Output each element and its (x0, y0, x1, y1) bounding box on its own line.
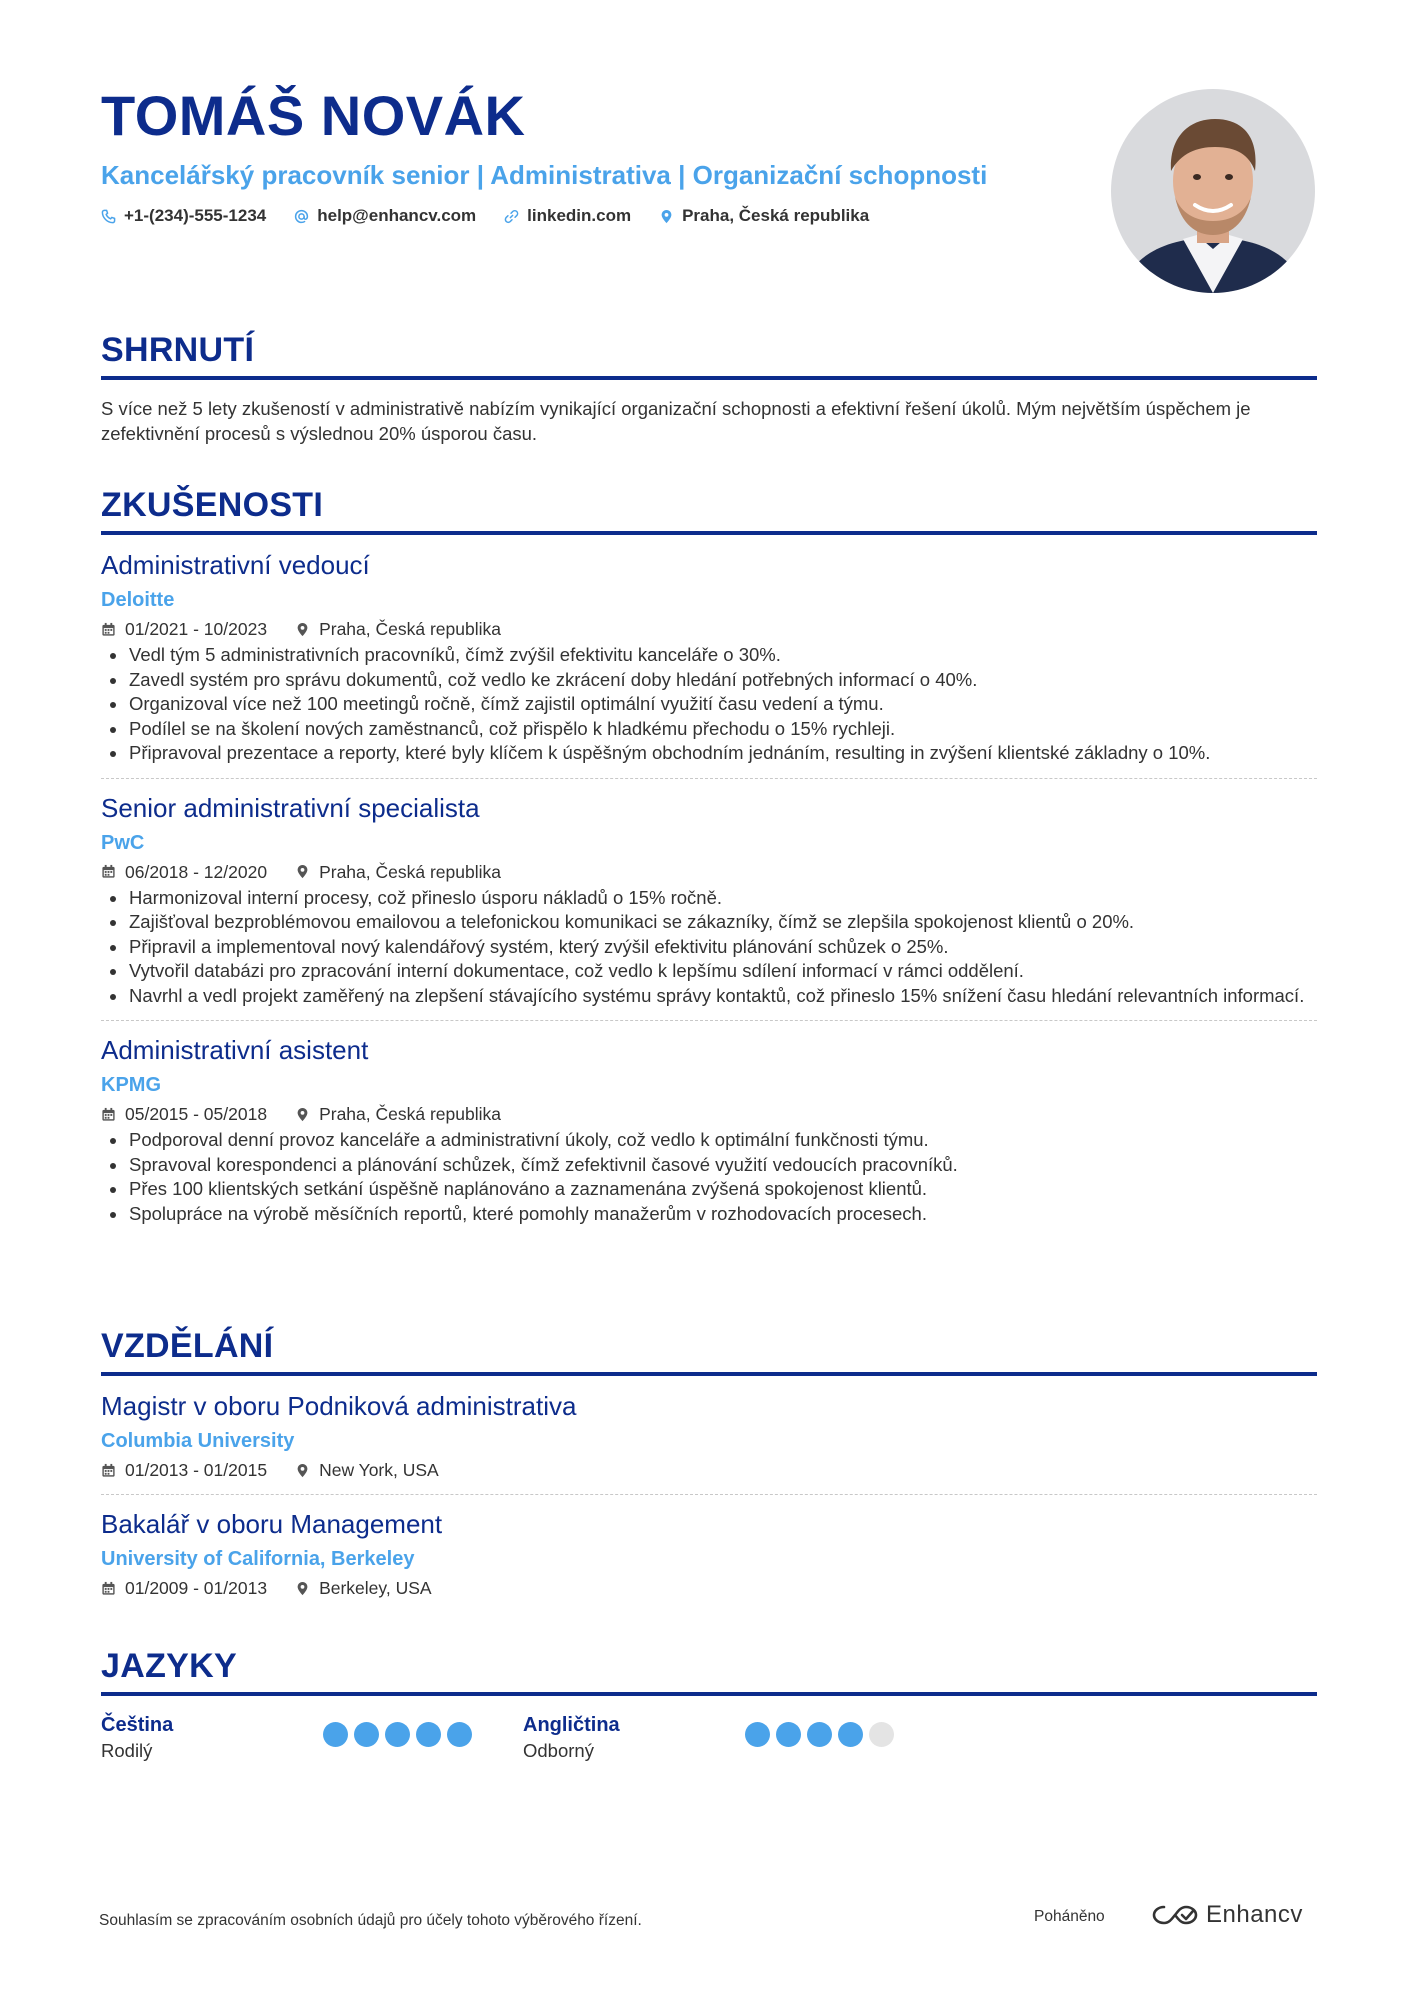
education-entry (101, 1508, 1317, 1600)
job-bullets (101, 1128, 1317, 1226)
languages-title: JAZYKY (101, 1647, 237, 1685)
rating-dot (776, 1722, 801, 1747)
experience-section (101, 485, 1317, 1226)
contact-location (659, 204, 869, 228)
job-bullets (101, 886, 1317, 1009)
at-icon (294, 209, 309, 224)
rating-dot (416, 1722, 441, 1747)
job-meta (101, 860, 1317, 884)
languages-section (101, 1646, 1317, 1763)
contact-phone[interactable] (101, 204, 266, 228)
company-name: KPMG (101, 1074, 161, 1096)
education-section (101, 1326, 1317, 1600)
consent-text: Souhlasím se zpracováním osobních údajů pro účely tohoto výběrového řízení. (99, 1912, 642, 1929)
experience-entry (101, 549, 1317, 779)
contact-linkedin[interactable] (504, 204, 631, 228)
list-item: Vedl tým 5 administrativních pracovníků, čímž zvýšil efektivitu kanceláře o 30%. (101, 643, 1317, 668)
calendar-icon (101, 1581, 116, 1596)
degree-title: Magistr v oboru Podniková administrativa (101, 1391, 577, 1421)
map-pin-icon (295, 1463, 310, 1478)
language-rating (745, 1722, 894, 1747)
list-item: Přes 100 klientských setkání úspěšně naplánováno a zaznamenána zvýšená spokojenost klientů. (101, 1177, 1317, 1202)
summary-text: S více než 5 lety zkušeností v administrativě nabízím vynikající organizační schopnosti a efektivní řešení úkolů. Mým největším úspěchem je zefektivnění procesů s výslednou 20% úsporou času. (101, 398, 1251, 444)
calendar-icon (101, 622, 116, 637)
calendar-icon (101, 864, 116, 879)
list-item: Připravoval prezentace a reporty, které byly klíčem k úspěšným obchodním jednáním, resulting in zvýšení klientské základny o 10%. (101, 741, 1317, 766)
language-list (101, 1712, 1317, 1763)
list-item: Zajišťoval bezproblémovou emailovou a telefonickou komunikaci se zákazníky, čímž se zlepšila spokojenost klientů o 20%. (101, 910, 1317, 935)
education-meta (101, 1458, 1317, 1482)
school-name: Columbia University (101, 1430, 295, 1452)
phone-text: +1-(234)-555-1234 (124, 206, 267, 225)
language-name: Angličtina (523, 1714, 620, 1736)
enhancv-logo-icon (1152, 1903, 1198, 1927)
education-location: New York, USA (295, 1458, 439, 1482)
map-pin-icon (659, 209, 674, 224)
candidate-headline: Kancelářský pracovník senior | Administrativa | Organizační schopnosti (101, 160, 988, 190)
degree-title: Bakalář v oboru Management (101, 1509, 443, 1539)
candidate-name: TOMÁŠ NOVÁK (101, 84, 526, 147)
phone-icon (101, 209, 116, 224)
rating-dot (807, 1722, 832, 1747)
education-location: Berkeley, USA (295, 1576, 432, 1600)
powered-by-label: Poháněno (1034, 1908, 1105, 1925)
education-entry (101, 1390, 1317, 1495)
location-text: Praha, Česká republika (682, 206, 870, 225)
rating-dot (869, 1722, 894, 1747)
languages-rule (101, 1692, 1317, 1696)
job-location: Praha, Česká republika (295, 1102, 501, 1126)
calendar-icon (101, 1463, 116, 1478)
profile-photo (1111, 89, 1315, 293)
entry-divider (101, 1020, 1317, 1021)
linkedin-text: linkedin.com (527, 206, 632, 225)
job-dates: 05/2015 - 05/2018 (101, 1102, 267, 1126)
education-dates: 01/2009 - 01/2013 (101, 1576, 267, 1600)
list-item: Harmonizoval interní procesy, což přineslo úsporu nákladů o 15% ročně. (101, 886, 1317, 911)
resume-header (101, 82, 1111, 228)
job-dates: 06/2018 - 12/2020 (101, 860, 267, 884)
list-item: Zavedl systém pro správu dokumentů, což vedlo ke zkrácení doby hledání potřebných informací o 40%. (101, 668, 1317, 693)
education-meta (101, 1576, 1317, 1600)
language-rating (323, 1722, 472, 1747)
experience-entry (101, 1034, 1317, 1226)
experience-entry (101, 792, 1317, 1022)
map-pin-icon (295, 1107, 310, 1122)
list-item: Podporoval denní provoz kanceláře a administrativní úkoly, což vedlo k optimální funkčnosti týmu. (101, 1128, 1317, 1153)
rating-dot (838, 1722, 863, 1747)
map-pin-icon (295, 864, 310, 879)
job-meta (101, 1102, 1317, 1126)
job-location: Praha, Česká republika (295, 617, 501, 641)
job-dates: 01/2021 - 10/2023 (101, 617, 267, 641)
rating-dot (385, 1722, 410, 1747)
experience-rule (101, 531, 1317, 535)
job-title: Administrativní asistent (101, 1035, 369, 1065)
language-item (523, 1712, 945, 1763)
summary-title: SHRNUTÍ (101, 331, 255, 369)
school-name: University of California, Berkeley (101, 1548, 415, 1570)
experience-title: ZKUŠENOSTI (101, 486, 324, 524)
rating-dot (354, 1722, 379, 1747)
company-name: Deloitte (101, 589, 175, 611)
job-title: Senior administrativní specialista (101, 792, 480, 823)
rating-dot (323, 1722, 348, 1747)
map-pin-icon (295, 622, 310, 637)
list-item: Připravil a implementoval nový kalendářový systém, který zvýšil efektivitu plánování schůzek o 25%. (101, 935, 1317, 960)
language-name: Čeština (101, 1714, 174, 1736)
list-item: Vytvořil databázi pro zpracování interní dokumentace, což vedlo k lepšímu sdílení informací v rámci oddělení. (101, 959, 1317, 984)
rating-dot (447, 1722, 472, 1747)
calendar-icon (101, 1107, 116, 1122)
entry-divider (101, 1494, 1317, 1495)
list-item: Spravoval korespondenci a plánování schůzek, čímž zefektivnil časové využití vedoucích pracovníků. (101, 1153, 1317, 1178)
enhancv-logo[interactable] (1152, 1900, 1303, 1930)
language-level: Rodilý (101, 1740, 153, 1761)
contact-email[interactable] (294, 204, 476, 228)
email-text: help@enhancv.com (317, 206, 477, 225)
contact-row (101, 204, 1111, 228)
list-item: Organizoval více než 100 meetingů ročně, čímž zajistil optimální využití času vedení a týmu. (101, 692, 1317, 717)
education-title: VZDĚLÁNÍ (101, 1327, 274, 1365)
summary-rule (101, 376, 1317, 380)
map-pin-icon (295, 1581, 310, 1596)
entry-divider (101, 778, 1317, 779)
brand-name: Enhancv (1206, 1901, 1303, 1928)
summary-section (101, 330, 1317, 446)
job-bullets (101, 643, 1317, 766)
job-meta (101, 617, 1317, 641)
company-name: PwC (101, 831, 145, 854)
list-item: Podílel se na školení nových zaměstnanců, což přispělo k hladkému přechodu o 15% rychleji. (101, 717, 1317, 742)
education-dates: 01/2013 - 01/2015 (101, 1458, 267, 1482)
job-location: Praha, Česká republika (295, 860, 501, 884)
list-item: Navrhl a vedl projekt zaměřený na zlepšení stávajícího systému správy kontaktů, což přineslo 15% snížení času hledání relevantních informací. (101, 984, 1317, 1009)
list-item: Spolupráce na výrobě měsíčních reportů, které pomohly manažerům v rozhodovacích procesech. (101, 1202, 1317, 1227)
link-icon (504, 209, 519, 224)
education-rule (101, 1372, 1317, 1376)
rating-dot (745, 1722, 770, 1747)
language-level: Odborný (523, 1740, 594, 1761)
job-title: Administrativní vedoucí (101, 550, 370, 580)
language-item (101, 1712, 523, 1763)
